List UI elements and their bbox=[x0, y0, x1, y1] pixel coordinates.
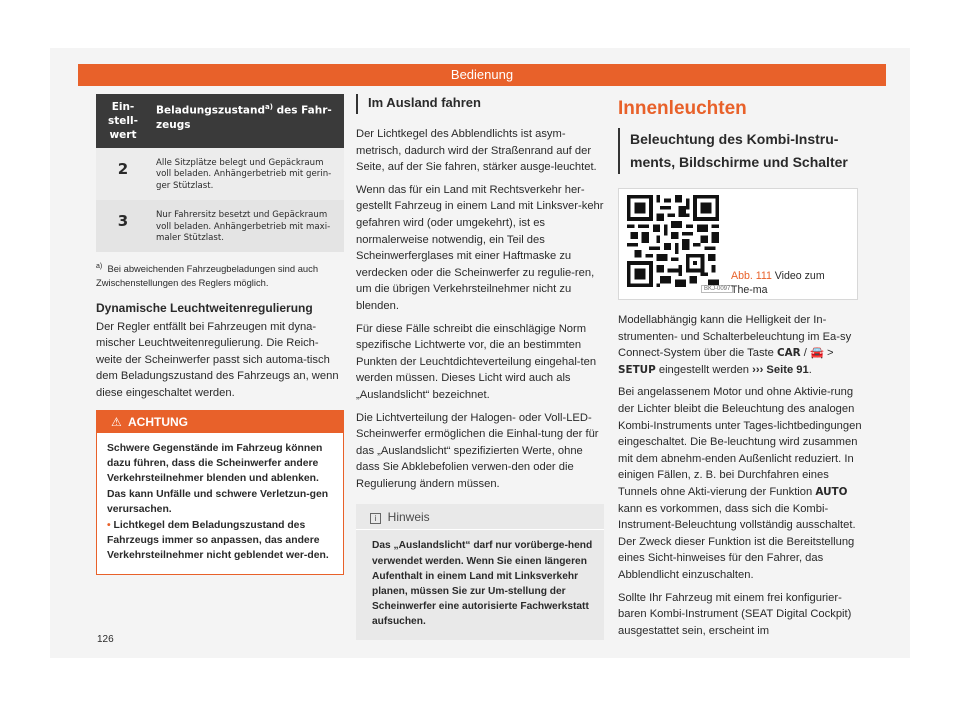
paragraph: Sollte Ihr Fahrzeug mit einem frei konfigurier-baren Kombi-Instrument (SEAT Digital Cockpit) ausgestattet sein, erscheint im bbox=[618, 591, 852, 637]
page-number: 126 bbox=[97, 634, 114, 645]
table-header-row bbox=[96, 94, 344, 148]
figure-video bbox=[618, 188, 858, 300]
table-row bbox=[96, 148, 344, 200]
heading-abroad: Im Ausland fahren bbox=[356, 94, 604, 114]
key-car: CAR bbox=[776, 347, 801, 360]
table-cell-text: Alle Sitzplätze belegt und Gepäckraum voll beladen. Anhängerbetrieb mit gerin-ger Stützlast. bbox=[150, 148, 344, 200]
column-left bbox=[96, 94, 344, 575]
key-setup: SETUP bbox=[618, 363, 656, 376]
table-header-setting: Ein- stell- wert bbox=[96, 94, 150, 148]
table-footnote: $^{a)}$ Bei abweichenden Fahrzeugbeladungen sind auch Zwischenstellungen des Reglers möglich. bbox=[96, 263, 319, 288]
warning-header: ⚠ ACHTUNG bbox=[97, 411, 343, 433]
warning-text: Schwere Gegenstände im Fahrzeug können dazu führen, dass die Scheinwerfer andere Verkehrsteilnehmer blenden und ablenken. Das kann Unfälle und schwere Verletzun-gen verursachen. bbox=[107, 442, 329, 516]
bullet-icon: • bbox=[107, 519, 111, 531]
qr-code-icon[interactable] bbox=[627, 195, 719, 287]
subheading-dynamic-leveling: Dynamische Leuchtweitenregulierung bbox=[96, 300, 313, 315]
hint-box bbox=[356, 504, 604, 639]
paragraph: Bei angelassenem Motor und ohne Aktivie-rung der Lichter bleibt die Beleuchtung des analogen Kombi-Instruments unter Tages-lichtbedingungen eingeschaltet. Die Be-leuchtung wird zusammen mit dem abnehm-enden Außenlicht reduziert. In einigen Fällen, z. B. bei Durchfahren eines Tunnels ohne Akti-vierung der Funktion AUTO kann es vorkommen, dass sich die Kombi-Instrument-Beleuchtung vollständig ausschaltet. Der Zweck dieser Funktion ist die Bereitstellung eines Sicht-hinweises für den Fahrer, das Abblendlicht einzuschalten. bbox=[618, 386, 862, 581]
table-cell-text: Nur Fahrersitz besetzt und Gepäckraum voll beladen. Anhängerbetrieb mit maxi-maler Stützlast. bbox=[150, 200, 344, 252]
warning-box bbox=[96, 410, 344, 575]
figure-caption: Abb. 111 Video zum The-ma bbox=[731, 270, 825, 296]
load-setting-table bbox=[96, 94, 344, 252]
paragraph: Der Regler entfällt bei Fahrzeugen mit dyna-mischer Leuchtweitenregulierung. Die Reich-weite der Scheinwerfer passt sich automa-tisch dem Beladungszustand des Fahrzeugs an, wenn diese eingeschaltet werden. bbox=[96, 320, 339, 399]
paragraph: Für diese Fälle schreibt die einschlägige Norm spezifische Lichtwerte vor, die an bestimmten Punkten der Leuchtdichteverteilung eingehal-ten werden müssen. Dieses Licht wird auch als „Auslandslicht“ bezeichnet. bbox=[356, 322, 597, 401]
paragraph: Wenn das für ein Land mit Rechtsverkehr her-gestellt Fahrzeug in einem Land mit Linksver-kehr gefahren wird (oder umgekehrt), ist es normalerweise notwendig, ein Teil des Scheinwerferglases mit einer Haftmaske zu verdecken oder die Scheinwerfer zu regulie-ren, um die übrigen Verkehrsteilnehmer nicht zu blenden. bbox=[356, 183, 604, 312]
section-header: Bedienung bbox=[78, 64, 886, 86]
paragraph: Der Lichtkegel des Abblendlichts ist asym-metrisch, dadurch wird der Straßenrand auf der Seite, auf der Sie fahren, stärker ausge-leuchtet. bbox=[356, 128, 597, 174]
car-menu-icon: 🚘 bbox=[809, 347, 824, 360]
warning-body bbox=[97, 433, 343, 574]
figure-number: Abb. 111 bbox=[731, 270, 772, 282]
table-cell-value: 2 bbox=[96, 148, 150, 200]
table-cell-value: 3 bbox=[96, 200, 150, 252]
warning-bullet: • Lichtkegel dem Beladungszustand des Fahrzeugs immer so anpassen, das andere Verkehrsteilnehmer nicht geblendet wer-den. bbox=[107, 519, 329, 562]
figure-code: BKJ-0097 bbox=[701, 285, 733, 293]
paragraph: Modellabhängig kann die Helligkeit der In-strumenten- und Schalterbeleuchtung im Ea-sy Connect-System über die Taste CAR / 🚘 > SETUP eingestellt werden ››› Seite 91. bbox=[618, 314, 852, 376]
column-right bbox=[618, 94, 866, 645]
section-heading-lighting: Beleuchtung des Kombi-Instru-ments, Bildschirme und Schalter bbox=[618, 128, 866, 174]
key-auto: AUTO bbox=[815, 485, 848, 498]
paragraph: Die Lichtverteilung der Halogen- oder Voll-LED-Scheinwerfer ermöglichen die Einhal-tung der für das „Auslandslicht“ spezifizierten Werte, ohne dass Sie Abklebefolien verwen-den oder die Regulierung ändern müssen. bbox=[356, 411, 599, 490]
hint-header: i Hinweis bbox=[356, 504, 604, 530]
table-header-load: Beladungszustand$^{a)}$ des Fahr- zeugs bbox=[150, 94, 344, 148]
warning-triangle-icon: ⚠ bbox=[111, 414, 122, 429]
hint-body: Das „Auslandslicht“ darf nur vorüberge-hend verwendet werden. Wenn Sie einen längeren Aufenthalt in einem Land mit Linksverkehr planen, müssen Sie zur Um-stellung der Scheinwerfer eine autorisierte Fachwerkstatt aufsuchen. bbox=[372, 540, 593, 628]
column-middle bbox=[356, 94, 604, 640]
chapter-title: Innenleuchten bbox=[618, 98, 747, 119]
table-row bbox=[96, 200, 344, 252]
info-icon: i bbox=[370, 513, 381, 524]
page-reference-link[interactable]: ››› Seite 91 bbox=[752, 363, 809, 376]
